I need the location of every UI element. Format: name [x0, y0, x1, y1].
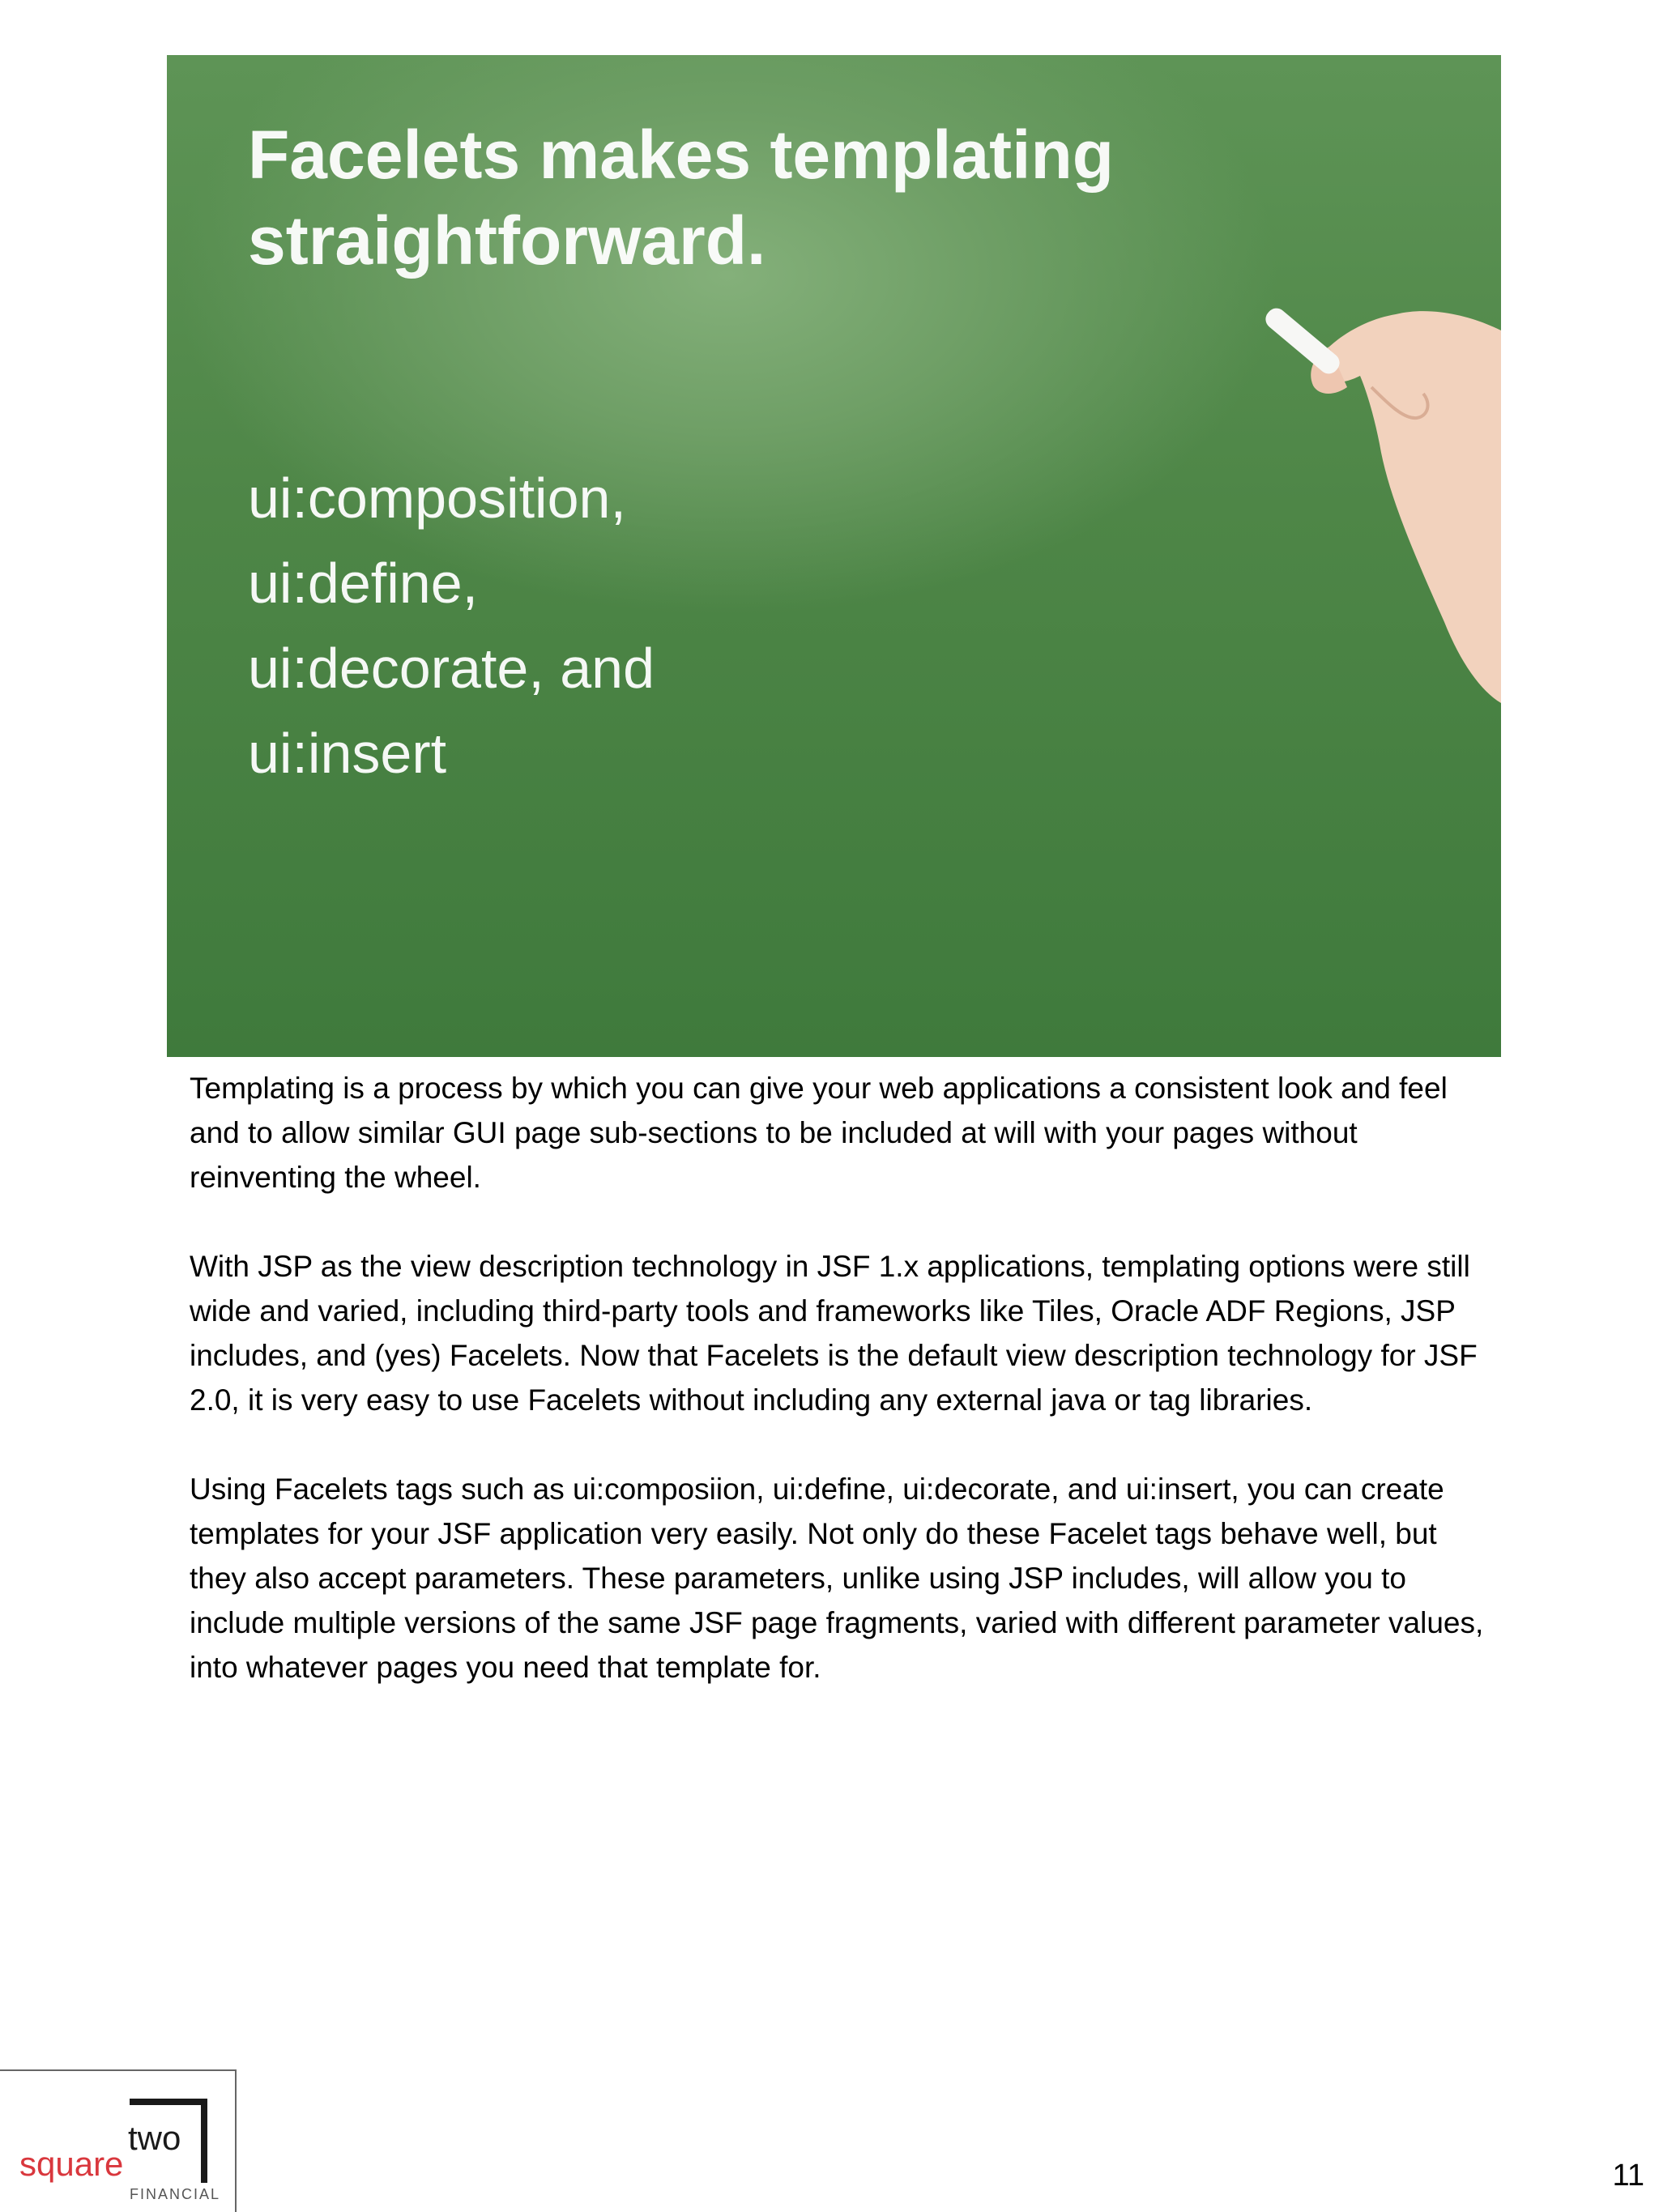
paragraph: With JSP as the view description technology in JSF 1.x applications, templating options were still wide and varied, including third-party tools and frameworks like Tiles, Oracle ADF Regions, JSP includes, and (yes) Facelets. Now that Facelets is the default view description technology for JSF 2.0, it is very easy to use Facelets without including any external java or tag libraries.	[190, 1250, 1478, 1417]
tag-item: ui:decorate, and	[248, 637, 655, 700]
slide-title-line-2: straightforward.	[248, 202, 766, 279]
tag-item: ui:composition,	[248, 467, 626, 530]
slide-title-line-1: Facelets makes templating	[248, 117, 1115, 193]
facelets-tag-list	[248, 456, 655, 796]
paragraph: Using Facelets tags such as ui:composiion, ui:define, ui:decorate, and ui:insert, you can create templates for your JSF application very easily. Not only do these Facelet tags behave well, but they also accept parameters. These parameters, unlike using JSP includes, will allow you to include multiple versions of the same JSF page fragments, varied with different parameter values, into whatever pages you need that template for.	[190, 1473, 1484, 1684]
logo-word-two: two	[128, 2119, 181, 2157]
chalk-stick	[1262, 305, 1344, 378]
body-text	[190, 1066, 1486, 1734]
hand-with-chalk-illustration	[1226, 282, 1501, 703]
tag-item: ui:insert	[248, 722, 447, 785]
logo-word-financial: FINANCIAL	[130, 2186, 221, 2202]
tag-item: ui:define,	[248, 552, 479, 615]
paragraph: Templating is a process by which you can give your web applications a consistent look and feel and to allow similar GUI page sub-sections to be included at will with your pages without reinventing the wheel.	[190, 1072, 1448, 1194]
logo-word-square: square	[19, 2145, 124, 2183]
slide-image	[167, 55, 1501, 1057]
company-logo	[0, 2069, 237, 2212]
page-number: 11	[1612, 2159, 1644, 2193]
slide-title	[248, 112, 1220, 283]
hand-shape	[1320, 311, 1501, 703]
